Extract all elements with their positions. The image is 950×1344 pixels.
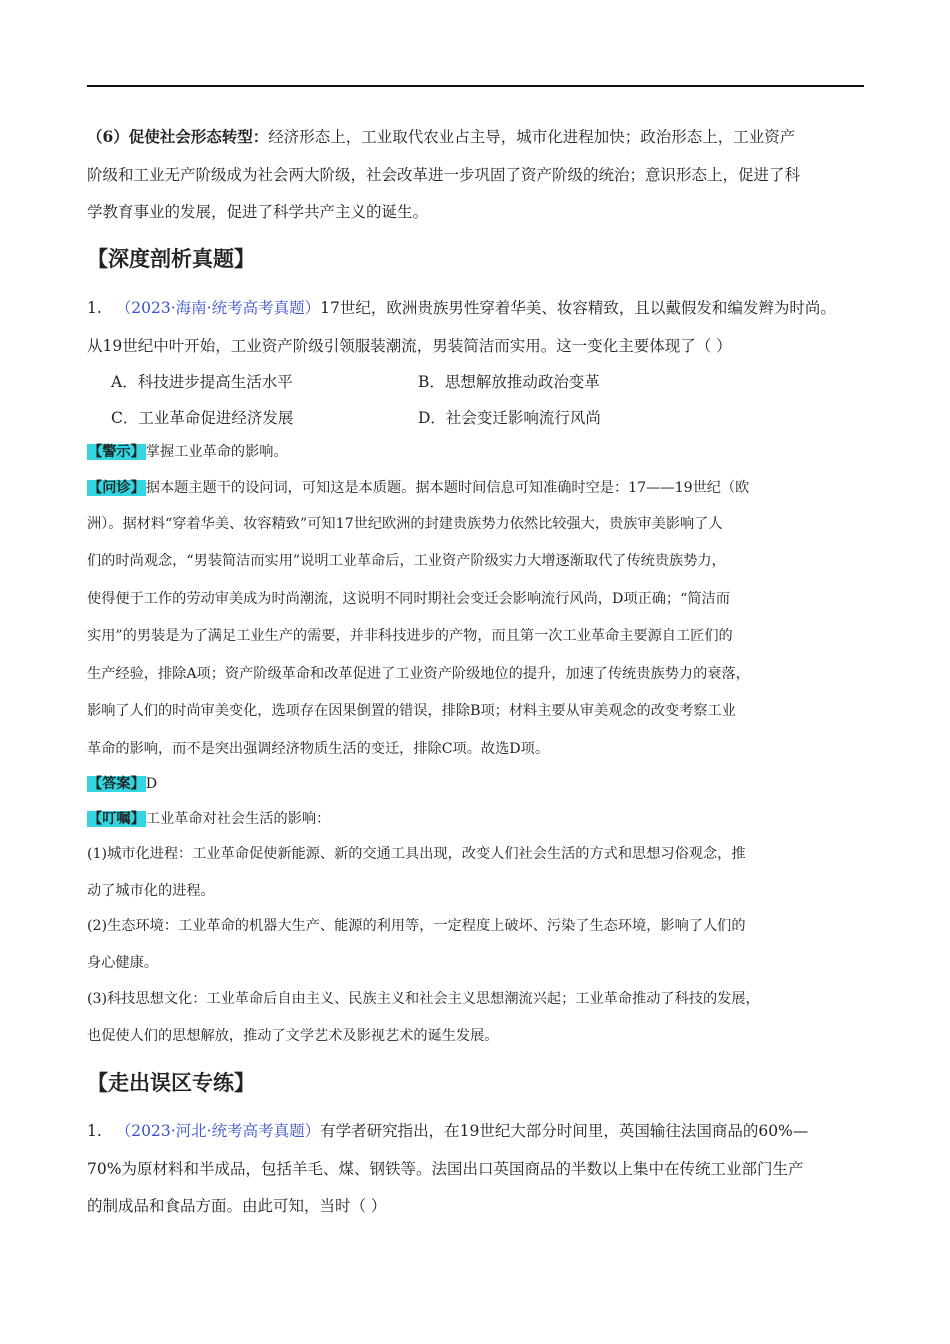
diagnosis-line-1 [87,477,877,499]
diagnosis-line-3: 们的时尚观念，“男装简洁而实用”说明工业革命后，工业资产阶级实力大增逐渐取代了传统贵族势力， [87,553,726,569]
diagnosis-line-5: 实用”的男装是为了满足工业生产的需要，并非科技进步的产物，而且第一次工业革命主要源自工匠们的 [87,628,733,644]
practice-question-line-3: 的制成品和食品方面。由此可知，当时（ ） [87,1197,387,1215]
warning-tag: 【警示】 [88,444,145,460]
reminder-line [87,808,877,830]
practice-question-line-2: 70%为原材料和半成品，包括羊毛、煤、钢铁等。法国出口英国商品的半数以上集中在传统工业部门生产 [87,1160,804,1178]
diagnosis-line-2: 洲）。据材料“穿着华美、妆容精致”可知17世纪欧洲的封建贵族势力依然比较强大，贵族审美影响了人 [87,516,723,532]
reminder-text: 工业革命对社会生活的影响： [145,811,331,827]
intro-line-3: 学教育事业的发展，促进了科学共产主义的诞生。 [87,203,429,221]
diagnosis-line-8: 革命的影响，而不是突出强调经济物质生活的变迁，排除C项。故选D项。 [87,741,550,757]
intro-line-1 [87,126,877,148]
section-heading-analysis: 【深度剖析真题】 [87,246,255,271]
diagnosis-line-7: 影响了人们的时尚审美变化，选项存在因果倒置的错误，排除B项；材料主要从审美观念的改变考察工业 [87,703,736,719]
answer-text: D [145,776,158,792]
intro-line-2: 阶级和工业无产阶级成为社会两大阶级，社会改革进一步巩固了资产阶级的统治；意识形态上，促进了科 [87,166,801,184]
intro-label: （6）促使社会形态转型： [87,127,269,146]
reminder-item-2-line-1: (2)生态环境：工业革命的机器大生产、能源的利用等，一定程度上破坏、污染了生态环境，影响了人们的 [87,918,746,934]
section-heading-practice: 【走出误区专练】 [87,1070,255,1095]
diagnosis-line-4: 使得便于工作的劳动审美成为时尚潮流，这说明不同时期社会变迁会影响流行风尚，D项正确；“简洁而 [87,591,730,607]
question-number: 1. [87,299,102,317]
option-b[interactable]: B．思想解放推动政治变革 [418,373,600,391]
diagnosis-tag: 【问诊】 [88,480,145,496]
question-text: 17世纪，欧洲贵族男性穿着华美、妆容精致，且以戴假发和编发辫为时尚。 [320,299,836,317]
practice-question-source[interactable]: （2023·河北·统考高考真题） [115,1122,321,1140]
practice-question-line-1 [87,1120,877,1142]
option-c[interactable]: C．工业革命促进经济发展 [111,409,294,427]
reminder-tag: 【叮嘱】 [88,811,145,827]
option-d[interactable]: D．社会变迁影响流行风尚 [418,409,601,427]
option-a[interactable]: A．科技进步提高生活水平 [111,373,293,391]
reminder-item-3-line-1: (3)科技思想文化：工业革命后自由主义、民族主义和社会主义思想潮流兴起；工业革命推动了科技的发展， [87,991,760,1007]
practice-question-text: 有学者研究指出，在19世纪大部分时间里，英国输往法国商品的60%— [320,1122,809,1140]
warning-text: 掌握工业革命的影响。 [145,444,288,460]
intro-text: 经济形态上，工业取代农业占主导，城市化进程加快；政治形态上，工业资产 [268,128,796,146]
diagnosis-line-6: 生产经验，排除A项；资产阶级革命和改革促进了工业资产阶级地位的提升，加速了传统贵族势力的衰落， [87,666,750,682]
warning-line [87,441,877,463]
header-rule [87,85,864,87]
answer-tag: 【答案】 [88,776,145,792]
answer-line [87,773,877,795]
reminder-item-1-line-1: (1)城市化进程：工业革命促使新能源、新的交通工具出现，改变人们社会生活的方式和思想习俗观念，推 [87,846,746,862]
diagnosis-text: 据本题主题干的设问词，可知这是本质题。据本题时间信息可知准确时空是：17——19世纪（欧 [145,480,750,496]
question-1-line-1 [87,297,877,319]
reminder-item-3-line-2: 也促使人们的思想解放，推动了文学艺术及影视艺术的诞生发展。 [87,1028,499,1044]
reminder-item-1-line-2: 动了城市化的进程。 [87,883,215,899]
practice-question-number: 1. [87,1122,102,1140]
reminder-item-2-line-2: 身心健康。 [87,955,158,971]
question-1-line-2: 从19世纪中叶开始，工业资产阶级引领服装潮流，男装简洁而实用。这一变化主要体现了（ ） [87,337,732,355]
question-source[interactable]: （2023·海南·统考高考真题） [115,299,321,317]
